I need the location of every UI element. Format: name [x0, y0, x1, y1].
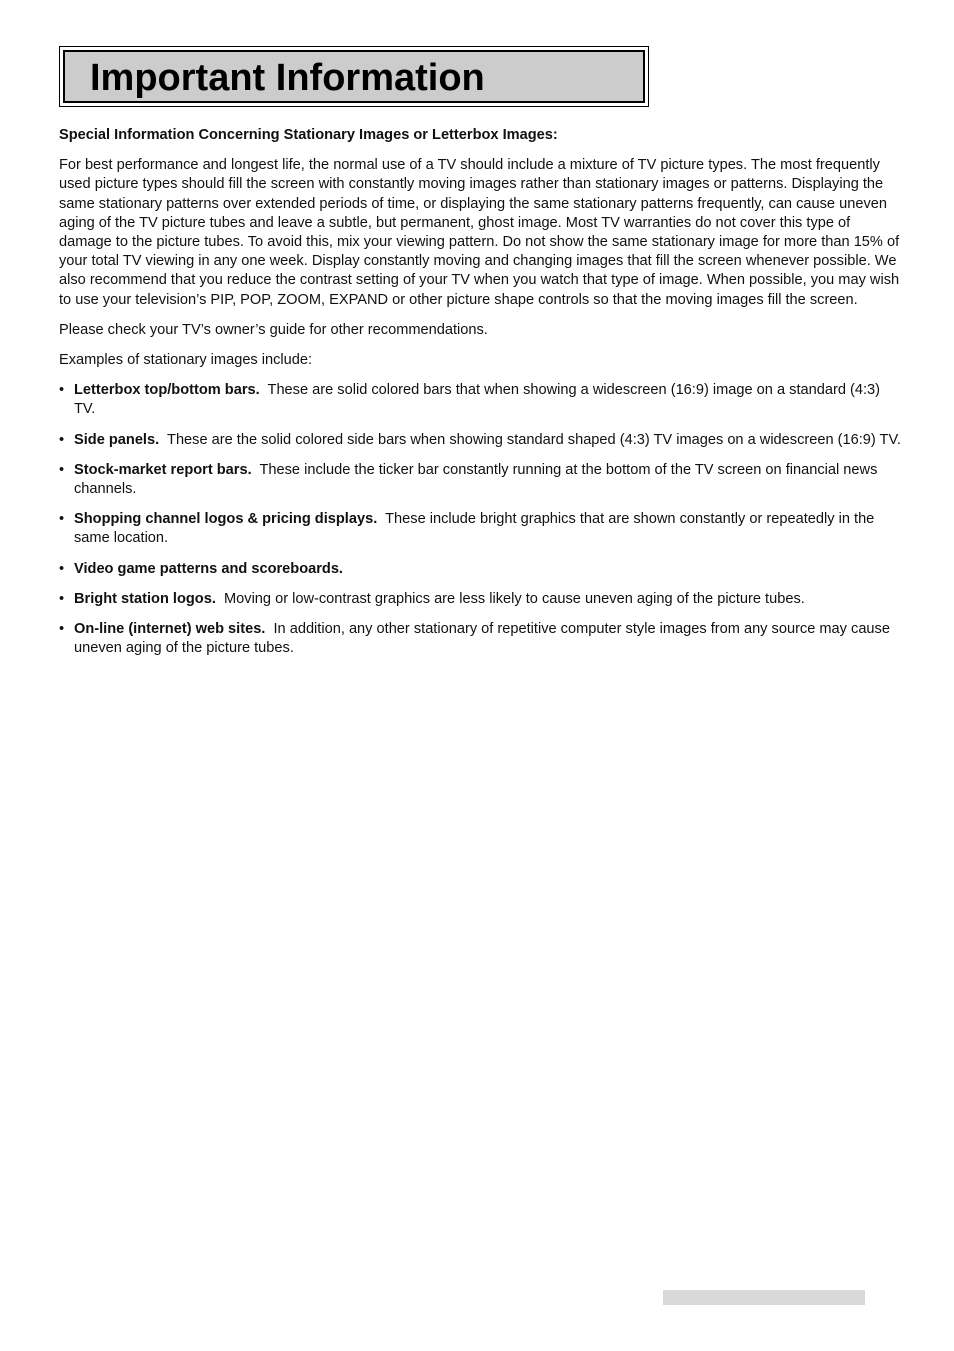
- bullet: •: [59, 511, 65, 528]
- example-lead: Side panels.: [74, 431, 160, 448]
- footer-bar: [663, 1290, 865, 1305]
- example-text: In addition, any other stationary of repetitive computer style images from any source may cause uneven aging of the picture tubes.: [74, 621, 890, 657]
- title-box: [59, 46, 649, 107]
- example-lead: On-line (internet) web sites.: [74, 621, 266, 638]
- list-item: [59, 560, 904, 579]
- main-content: [59, 126, 904, 669]
- owners-guide-paragraph: Please check your TV’s owner’s guide for other recommendations.: [59, 321, 488, 338]
- bullet: •: [59, 382, 65, 399]
- example-lead: Stock-market report bars.: [74, 461, 252, 478]
- example-text: Moving or low-contrast graphics are less likely to cause uneven aging of the picture tubes.: [224, 590, 805, 607]
- example-text: These include bright graphics that are shown constantly or repeatedly in the same location.: [74, 511, 875, 547]
- examples-intro: Examples of stationary images include:: [59, 352, 313, 369]
- examples-list: [59, 381, 904, 658]
- page-title: Important Information: [90, 57, 485, 99]
- bullet: •: [59, 590, 65, 607]
- example-text: These are the solid colored side bars when showing standard shaped (4:3) TV images on a widescreen (16:9) TV.: [167, 431, 901, 448]
- list-item: [59, 620, 904, 658]
- list-item: [59, 461, 904, 499]
- example-lead: Shopping channel logos & pricing displays.: [74, 511, 378, 528]
- bullet: •: [59, 621, 65, 638]
- example-text: These are solid colored bars that when showing a widescreen (16:9) image on a standard (4:3) TV.: [74, 382, 880, 418]
- list-item: [59, 431, 904, 450]
- bullet: •: [59, 560, 65, 577]
- example-text: These include the ticker bar constantly running at the bottom of the TV screen on financial news channels.: [74, 461, 878, 498]
- example-lead: Video game patterns and scoreboards.: [74, 560, 343, 577]
- example-lead: Bright station logos.: [74, 590, 216, 607]
- list-item: [59, 510, 904, 548]
- list-item: [59, 590, 904, 609]
- title-banner: [63, 50, 645, 103]
- section-heading: Special Information Concerning Stationary Images or Letterbox Images:: [59, 127, 558, 143]
- example-lead: Letterbox top/bottom bars.: [74, 382, 260, 399]
- bullet: •: [59, 461, 65, 478]
- intro-paragraph: For best performance and longest life, the normal use of a TV should include a mixture of TV picture types. The most frequently used picture types should fill the screen with constantly moving images rather than stationary images or patterns. Displaying the same stationary patterns over extended periods of time, or displaying the same stationary patterns frequently, can cause uneven aging of the TV picture tubes and leave a subtle, but permanent, ghost image. Most TV warranties do not cover this type of damage to the picture tubes. To avoid this, mix your viewing pattern. Do not show the same stationary image for more than 15% of your total TV viewing in any one week. Display constantly moving and changing images that fill the screen whenever possible. We also recommend that you reduce the contrast setting of your TV when you watch that type of image. When possible, you may wish to use your television’s PIP, POP, ZOOM, EXPAND or other picture shape controls so that the moving images fill the screen.: [59, 157, 900, 308]
- list-item: [59, 381, 904, 419]
- bullet: •: [59, 431, 65, 448]
